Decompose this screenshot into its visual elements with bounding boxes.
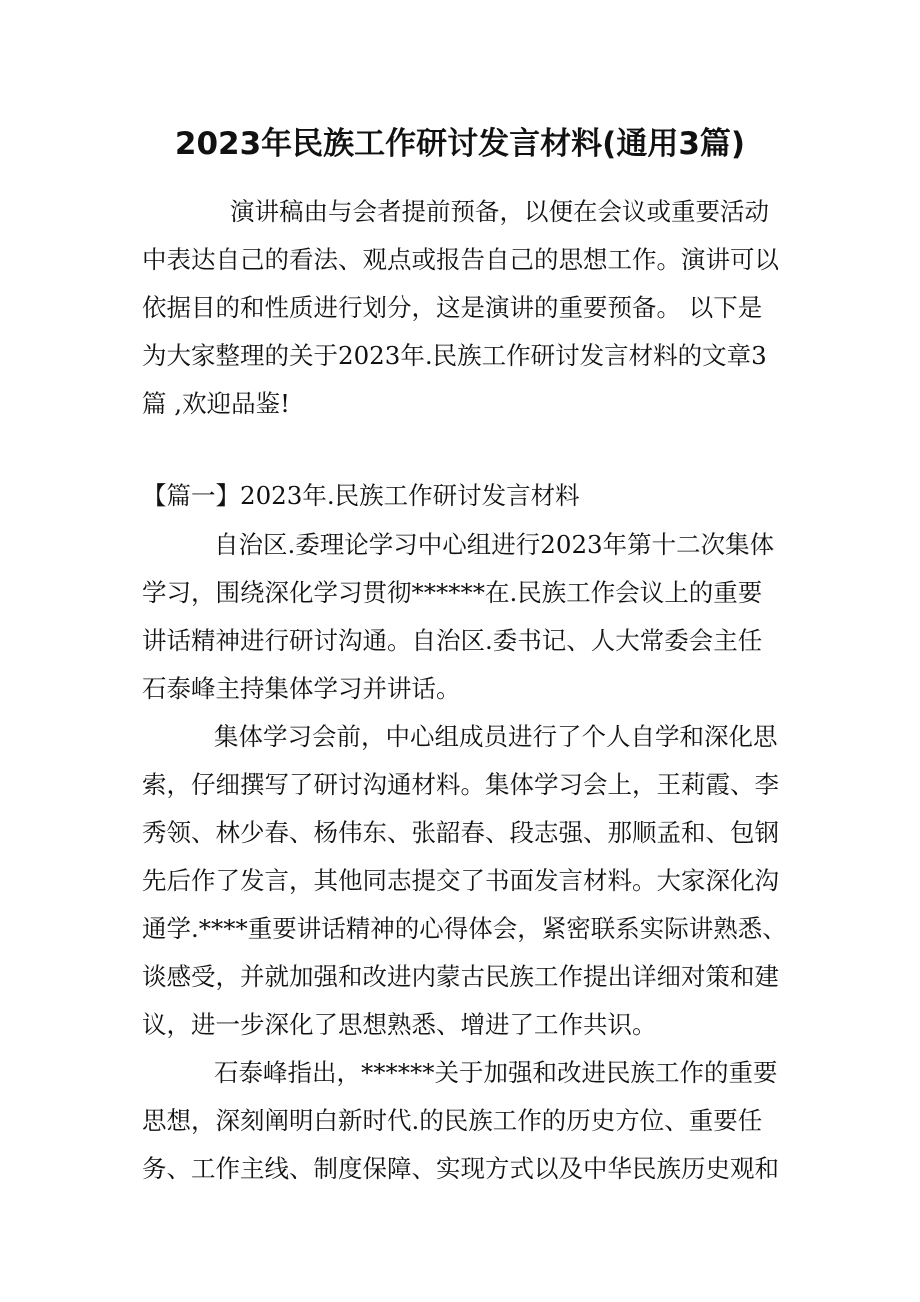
paragraph-line: 集体学习会前，中心组成员进行了个人自学和深化思	[214, 722, 778, 751]
intro-line: 篇 ,欢迎品鉴!	[142, 389, 290, 418]
paragraph-line: 石泰峰指出，******关于加强和改进民族工作的重要	[214, 1058, 778, 1087]
paragraph-line: 索，仔细撰写了研讨沟通材料。集体学习会上，王莉霞、李	[142, 770, 779, 799]
intro-line: 演讲稿由与会者提前预备，以便在会议或重要活动	[230, 197, 769, 226]
document-title: 2023年民族工作研讨发言材料(通用3篇)	[174, 126, 746, 162]
paragraph-line: 学习，围绕深化学习贯彻******在.民族工作会议上的重要	[142, 578, 763, 607]
paragraph-3	[142, 1049, 782, 1193]
intro-line: 依据目的和性质进行划分，这是演讲的重要预备。 以下是	[142, 293, 763, 322]
paragraph-line: 先后作了发言，其他同志提交了书面发言材料。大家深化沟	[142, 866, 779, 895]
paragraph-1	[142, 521, 782, 713]
paragraph-line: 自治区.委理论学习中心组进行2023年第十二次集体	[214, 530, 775, 559]
intro-paragraph	[142, 188, 782, 428]
paragraph-line: 讲话精神进行研讨沟通。自治区.委书记、人大常委会主任	[142, 626, 763, 655]
paragraph-line: 议，进一步深化了思想熟悉、增进了工作共识。	[142, 1010, 657, 1039]
paragraph-2	[142, 713, 787, 1049]
intro-line: 中表达自己的看法、观点或报告自己的思想工作。演讲可以	[142, 245, 779, 274]
paragraph-line: 务、工作主线、制度保障、实现方式以及中华民族历史观和	[142, 1154, 779, 1183]
paragraph-line: 石泰峰主持集体学习并讲话。	[142, 674, 461, 703]
paragraph-line: 谈感受，并就加强和改进内蒙古民族工作提出详细对策和建	[142, 962, 779, 991]
paragraph-line: 思想，深刻阐明白新时代.的民族工作的历史方位、重要任	[142, 1106, 763, 1135]
intro-line: 为大家整理的关于2023年.民族工作研讨发言材料的文章3	[142, 341, 767, 370]
paragraph-line: 通学.****重要讲话精神的心得体会，紧密联系实际讲熟悉、	[142, 914, 787, 943]
paragraph-line: 秀领、林少春、杨伟东、张韶春、段志强、那顺孟和、包钢	[142, 818, 779, 847]
section-heading: 【篇一】2023年.民族工作研讨发言材料	[142, 481, 580, 510]
